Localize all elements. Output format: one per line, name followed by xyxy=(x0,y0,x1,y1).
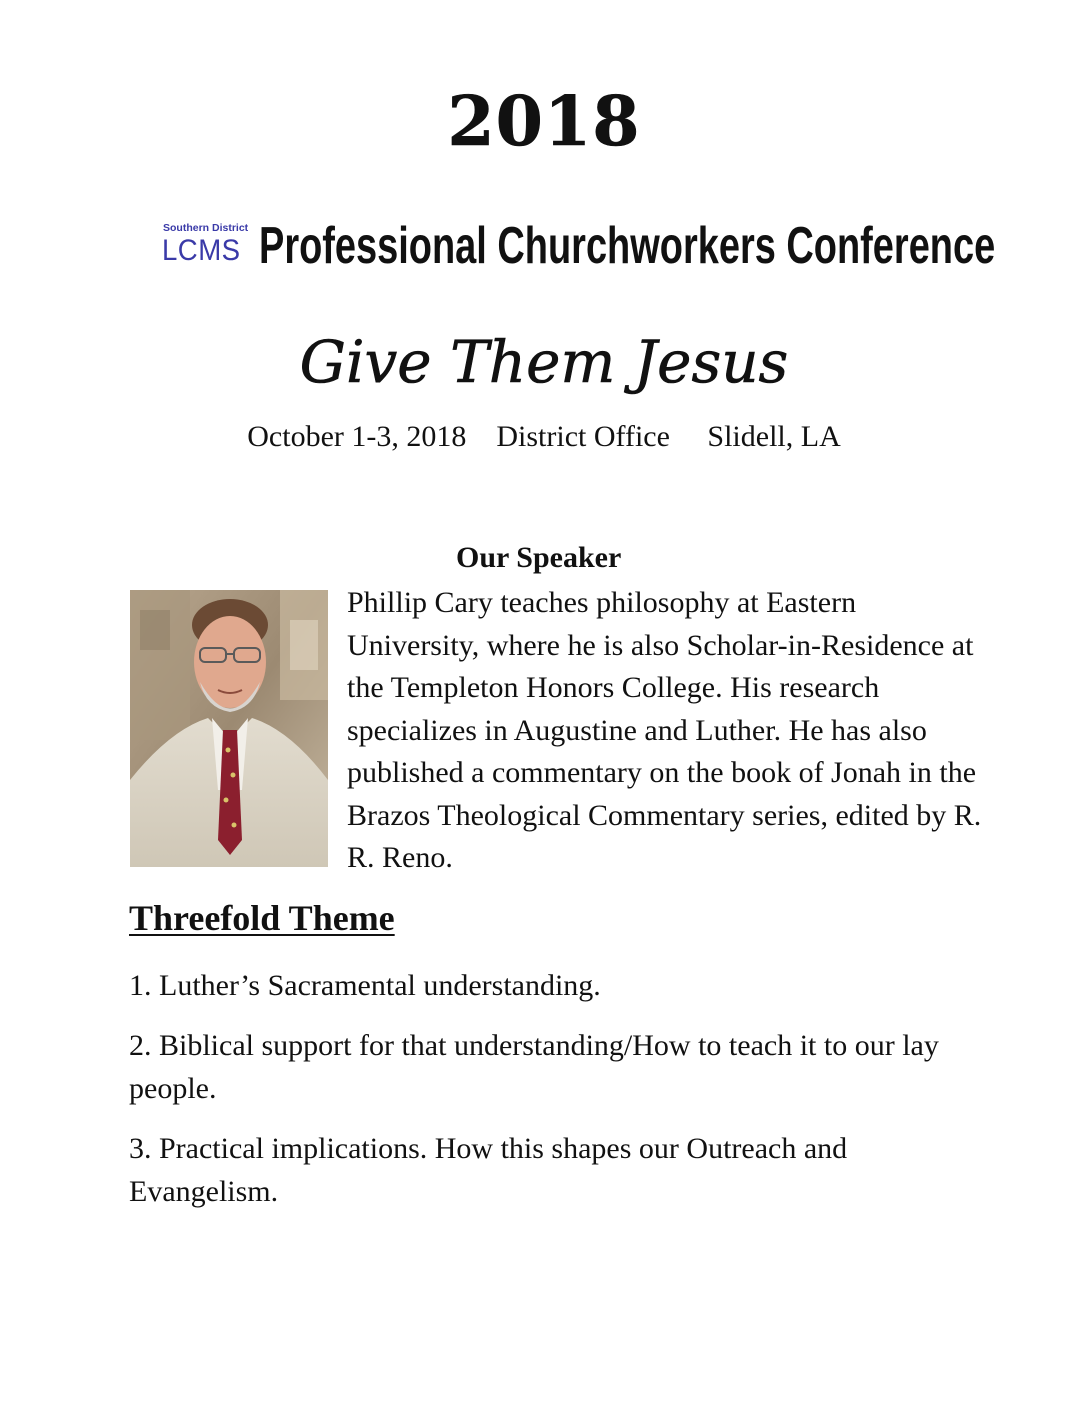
year-heading: 2018 xyxy=(447,82,641,162)
event-info: October 1-3, 2018 District Office Slidell, LA xyxy=(247,420,841,453)
lcms-logo-subtitle: Southern District xyxy=(163,222,249,234)
speaker-heading: Our Speaker xyxy=(456,541,622,574)
lcms-logo-wordmark: LCMS xyxy=(162,234,241,267)
conference-title-row xyxy=(162,217,996,284)
theme-title: Give Them Jesus xyxy=(299,328,789,396)
lcms-logo xyxy=(162,220,254,278)
conference-title: Professional Churchworkers Conference xyxy=(259,217,996,275)
threefold-theme-heading: Threefold Theme xyxy=(129,898,395,938)
theme-item: 3. Practical implications. How this shapes our Outreach and Evangelism. xyxy=(129,1132,848,1208)
theme-item: 2. Biblical support for that understanding/How to teach it to our lay people. xyxy=(129,1029,939,1105)
speaker-photo xyxy=(130,590,328,867)
speaker-bio: Phillip Cary teaches philosophy at Eastern University, where he is also Scholar-in-Residence at the Templeton Honors College. His research specializes in Augustine and Luther. He has also published a commentary on the book of Jonah in the Brazos Theological Commentary series, edited by R. R. Reno. xyxy=(347,586,982,874)
theme-item: 1. Luther’s Sacramental understanding. xyxy=(129,969,601,1002)
